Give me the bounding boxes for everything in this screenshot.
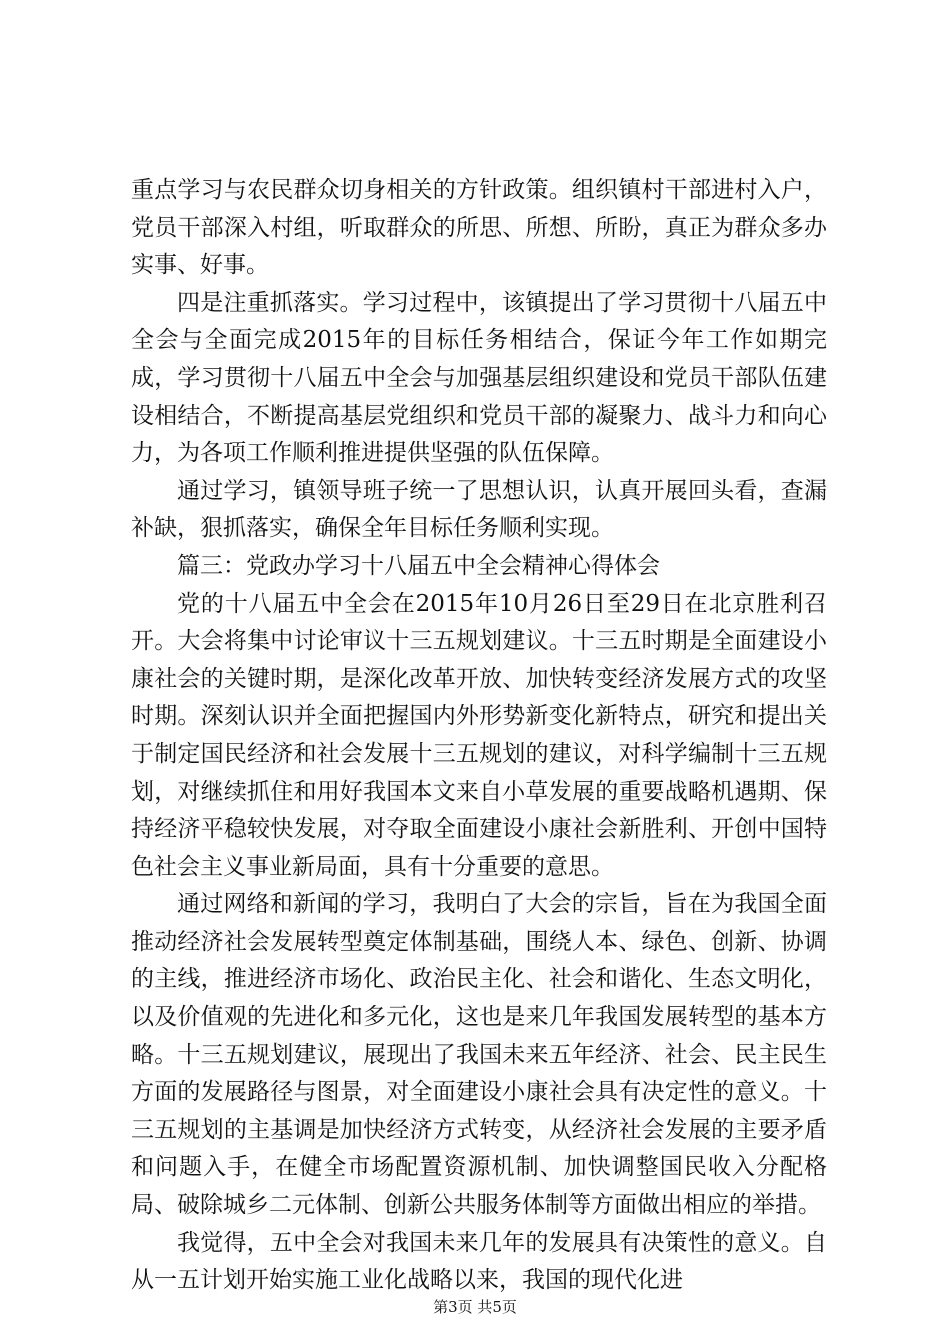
- paragraph-6: 通过网络和新闻的学习，我明白了大会的宗旨，旨在为我国全面推动经济社会发展转型奠定体制基础，围绕人本、绿色、创新、协调的主线，推进经济市场化、政治民主化、社会和谐化、生态文明化，以及价值观的先进化和多元化，这也是来几年我国发展转型的基本方略。十三五规划建议，展现出了我国未来五年经济、社会、民主民生方面的发展路径与图景，对全面建设小康社会具有决定性的意义。十三五规划的主基调是加快经济方式转变，从经济社会发展的主要矛盾和问题入手，在健全市场配置资源机制、加快调整国民收入分配格局、破除城乡二元体制、创新公共服务体制等方面做出相应的举措。: [131, 891, 827, 1219]
- document-body: [131, 172, 827, 1300]
- paragraph-2: 四是注重抓落实。学习过程中，该镇提出了学习贯彻十八届五中全会与全面完成2015年的目标任务相结合，保证今年工作如期完成，学习贯彻十八届五中全会与加强基层组织建设和党员干部队伍建设相结合，不断提高基层党组织和党员干部的凝聚力、战斗力和向心力，为各项工作顺利推进提供坚强的队伍保障。: [131, 289, 827, 467]
- paragraph-3: 通过学习，镇领导班子统一了思想认识，认真开展回头看，查漏补缺，狠抓落实，确保全年目标任务顺利实现。: [131, 477, 827, 542]
- paragraph-5: 党的十八届五中全会在2015年10月26日至29日在北京胜利召开。大会将集中讨论审议十三五规划建议。十三五时期是全面建设小康社会的关键时期，是深化改革开放、加快转变经济发展方式的攻坚时期。深刻认识并全面把握国内外形势新变化新特点，研究和提出关于制定国民经济和社会发展十三五规划的建议，对科学编制十三五规划，对继续抓住和用好我国本文来自小草发展的重要战略机遇期、保持经济平稳较快发展，对夺取全面建设小康社会新胜利、开创中国特色社会主义事业新局面，具有十分重要的意思。: [131, 590, 827, 880]
- page-footer: 第3页 共5页: [433, 1298, 517, 1316]
- section-heading: 篇三：党政办学习十八届五中全会精神心得体会: [177, 552, 660, 579]
- paragraph-7: 我觉得，五中全会对我国未来几年的发展具有决策性的意义。自从一五计划开始实施工业化战略以来，我国的现代化进: [131, 1229, 827, 1294]
- paragraph-1: 重点学习与农民群众切身相关的方针政策。组织镇村干部进村入户，党员干部深入村组，听取群众的所思、所想、所盼，真正为群众多办实事、好事。: [131, 177, 827, 279]
